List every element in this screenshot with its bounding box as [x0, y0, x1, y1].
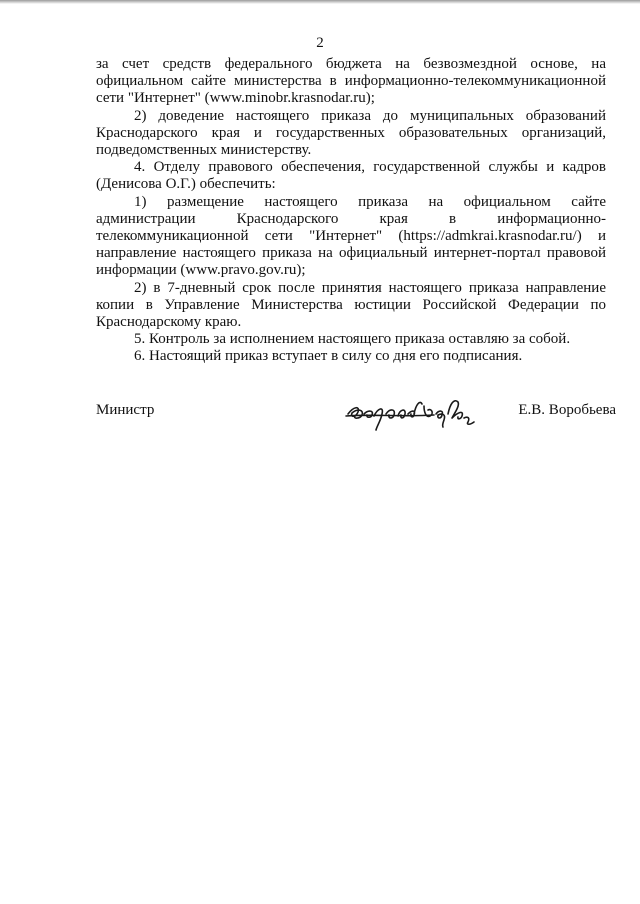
signatory-name: Е.В. Воробьева	[518, 402, 616, 418]
paragraph-section-6: 6. Настоящий приказ вступает в силу со дня его подписания.	[134, 348, 523, 365]
signatory-title: Министр	[96, 402, 155, 418]
paragraph-section-4: 4. Отделу правового обеспечения, государственной службы и кадров (Денисова О.Г.) обеспечить:	[96, 159, 606, 193]
signature-block	[96, 396, 616, 436]
paragraph-item-3-2: 2) доведение настоящего приказа до муниципальных образований Краснодарского края и государственных образовательных организаций, подведомственных министерству.	[96, 107, 606, 159]
paragraph-item-4-2: 2) в 7-дневный срок после принятия настоящего приказа направление копии в Управление Министерства юстиции Российской Федерации по Краснодарскому краю.	[96, 279, 606, 331]
page-number: 2	[316, 35, 324, 51]
paragraph-item-4-1: 1) размещение настоящего приказа на официальном сайте администрации Краснодарского края в информационно-телекоммуникационной сети "Интернет" (https://admkrai.krasnodar.ru/) и направление настоящего приказа на официальный интернет-портал правовой информации (www.pravo.gov.ru);	[96, 193, 606, 279]
paragraph-section-5: 5. Контроль за исполнением настоящего приказа оставляю за собой.	[134, 331, 571, 348]
paragraph-continuation: за счет средств федерального бюджета на безвозмездной основе, на официальном сайте министерства в информационно-телекоммуникационной сети "Интернет" (www.minobr.krasnodar.ru);	[96, 56, 606, 107]
scan-top-edge	[0, 0, 640, 4]
handwritten-signature	[344, 392, 492, 432]
document-body	[96, 56, 606, 366]
